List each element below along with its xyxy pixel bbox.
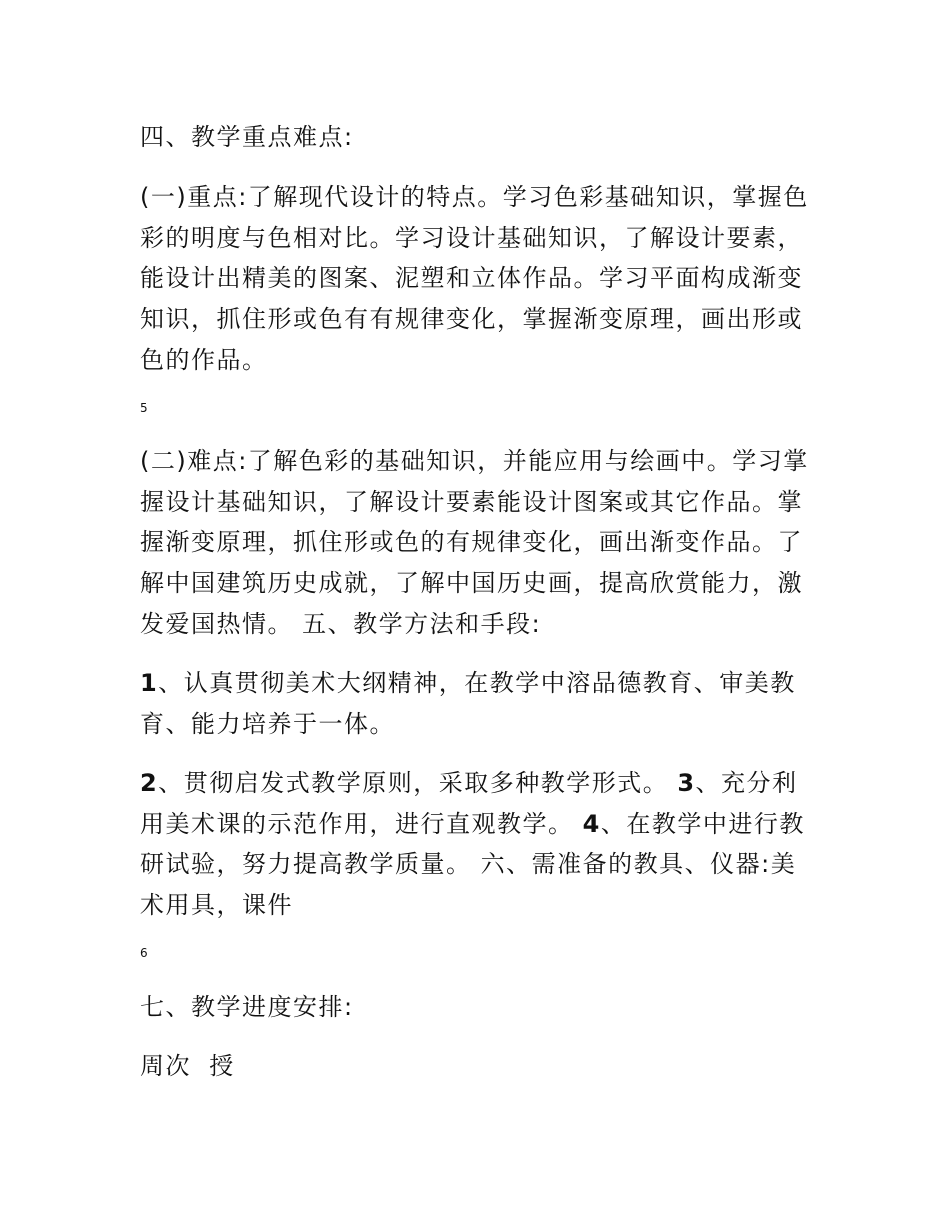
list-number: 2 xyxy=(140,769,159,797)
paragraph-difficulties: (二)难点:了解色彩的基础知识，并能应用与绘画中。学习掌握设计基础知识，了解设计要素能设计图案或其它作品。掌握渐变原理，抓住形或色的有规律变化，画出渐变作品。了解中国建筑历史成就，了解中国历史画，提高欣赏能力，激发爱国热情。 五、教学方法和手段: xyxy=(140,447,809,638)
list-items-2-4 xyxy=(140,763,815,926)
table-header-fragment: 周次 授 xyxy=(140,1052,235,1080)
list-number: 4 xyxy=(582,809,601,838)
list-number: 1 xyxy=(140,669,159,697)
list-item-text: 、在教学中进行教研试验，努力提高教学质量。 六、需准备的教具、仪器:美术用具，课件 xyxy=(140,809,805,920)
list-item-text: 、认真贯彻美术大纲精神，在教学中溶品德教育、审美教育、能力培养于一体。 xyxy=(140,669,796,738)
section-heading-schedule: 七、教学进度安排: xyxy=(140,993,354,1021)
paragraph-key-points: (一)重点:了解现代设计的特点。学习色彩基础知识，掌握色彩的明度与色相对比。学习设计基础知识，了解设计要素，能设计出精美的图案、泥塑和立体作品。学习平面构成渐变知识，抓住形或色有有规律变化，掌握渐变原理，画出形或色的作品。 xyxy=(140,183,809,374)
list-item-text: 、贯彻启发式教学原则，采取多种教学形式。 xyxy=(158,769,678,797)
list-number: 3 xyxy=(677,769,696,797)
section-heading-teaching-focus: 四、教学重点难点: xyxy=(140,123,354,151)
page-number: 6 xyxy=(140,946,148,960)
list-item-1 xyxy=(140,663,815,744)
list-item-text: 、充分利用美术课的示范作用，进行直观教学。 xyxy=(140,769,798,838)
page-number: 5 xyxy=(140,401,148,415)
